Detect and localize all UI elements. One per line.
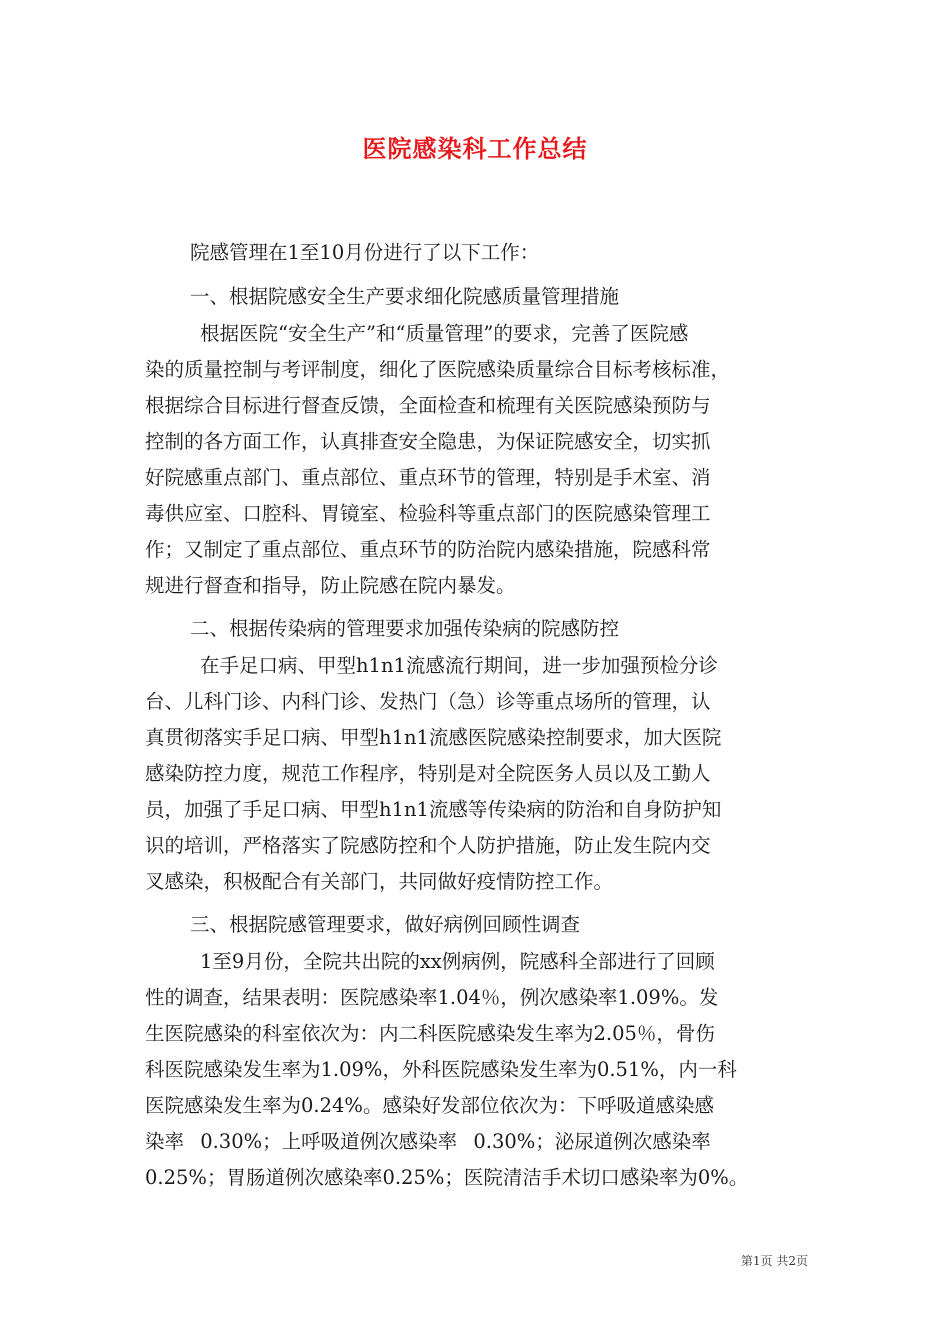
body-line: 员，加强了手足口病、甲型h1n1流感等传染病的防治和自身防护知	[145, 798, 722, 821]
body-line: 染率 0.30%；上呼吸道例次感染率 0.30%；泌尿道例次感染率	[145, 1130, 711, 1153]
body-line: 好院感重点部门、重点部位、重点环节的管理，特别是手术室、消	[145, 466, 711, 489]
body-line: 毒供应室、口腔科、胃镜室、检验科等重点部门的医院感染管理工	[145, 502, 711, 525]
body-line: 作；又制定了重点部位、重点环节的防治院内感染措施，院感科常	[145, 538, 711, 561]
body-line: 染的质量控制与考评制度，细化了医院感染质量综合目标考核标准，	[145, 358, 731, 381]
body-line: 二、根据传染病的管理要求加强传染病的院感防控	[190, 617, 620, 640]
body-line: 识的培训，严格落实了院感防控和个人防护措施，防止发生院内交	[145, 834, 711, 857]
body-line: 生医院感染的科室依次为：内二科医院感染发生率为2.05％，骨伤	[145, 1022, 715, 1045]
body-line: 控制的各方面工作，认真排查安全隐患，为保证院感安全，切实抓	[145, 430, 711, 453]
body-line: 叉感染，积极配合有关部门，共同做好疫情防控工作。	[145, 870, 614, 893]
body-line: 一、根据院感安全生产要求细化院感质量管理措施	[190, 285, 620, 308]
body-line: 0.25%；胃肠道例次感染率0.25%；医院清洁手术切口感染率为0%。	[145, 1166, 749, 1189]
body-line: 在手足口病、甲型h1n1流感流行期间，进一步加强预检分诊	[200, 654, 718, 677]
body-line: 1至9月份，全院共出院的xx例病例，院感科全部进行了回顾	[200, 950, 715, 973]
body-line: 三、根据院感管理要求，做好病例回顾性调查	[190, 913, 581, 936]
page-footer: 第1页 共2页	[740, 1254, 808, 1268]
body-line: 医院感染发生率为0.24%。感染好发部位依次为：下呼吸道感染感	[145, 1094, 714, 1117]
body-line: 根据医院“安全生产”和“质量管理”的要求，完善了医院感	[200, 322, 689, 345]
body-line: 院感管理在1至10月份进行了以下工作：	[190, 241, 540, 264]
body-line: 台、儿科门诊、内科门诊、发热门（急）诊等重点场所的管理，认	[145, 690, 711, 713]
body-line: 真贯彻落实手足口病、甲型h1n1流感医院感染控制要求，加大医院	[145, 726, 722, 749]
body-line: 根据综合目标进行督查反馈，全面检查和梳理有关医院感染预防与	[145, 394, 711, 417]
body-line: 规进行督查和指导，防止院感在院内暴发。	[145, 574, 516, 597]
document-title: 医院感染科工作总结	[362, 134, 588, 163]
body-line: 感染防控力度，规范工作程序，特别是对全院医务人员以及工勤人	[145, 762, 711, 785]
body-line: 性的调查，结果表明：医院感染率1.04％，例次感染率1.09%。发	[145, 986, 719, 1009]
body-line: 科医院感染发生率为1.09%，外科医院感染发生率为0.51%，内一科	[145, 1058, 737, 1081]
